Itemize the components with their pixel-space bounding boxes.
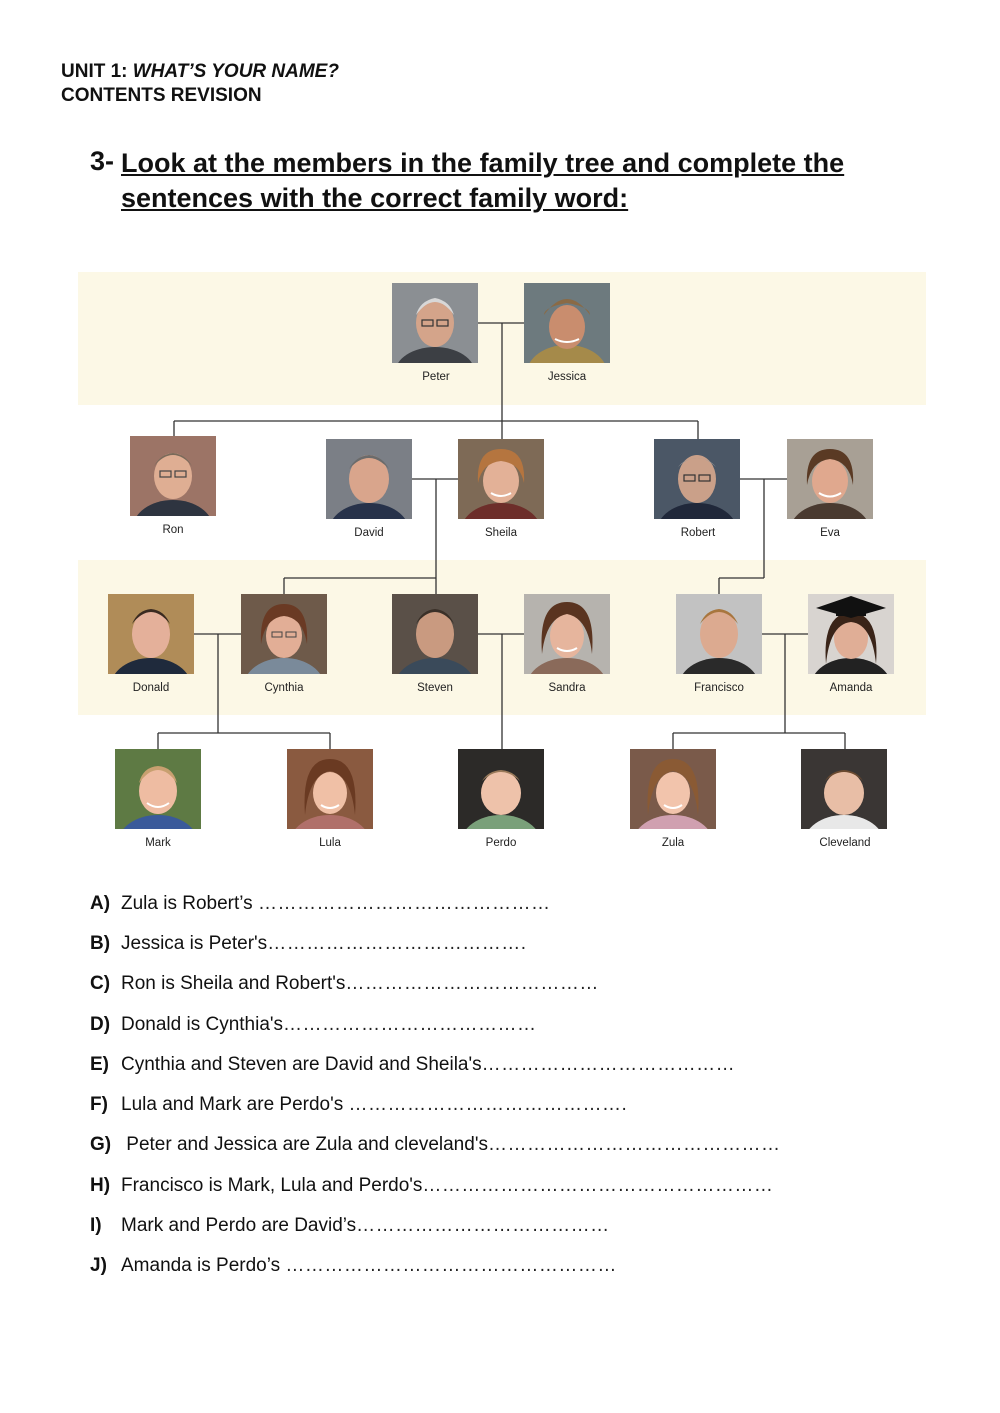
david-photo <box>326 439 412 519</box>
lula-photo <box>287 749 373 829</box>
sentence-text: Zula is Robert’s <box>121 893 258 914</box>
lula-name: Lula <box>319 837 341 849</box>
mark-name: Mark <box>145 837 171 849</box>
cynthia-photo <box>241 594 327 674</box>
sheila-name: Sheila <box>485 527 517 539</box>
sentence-d <box>90 1014 537 1036</box>
answer-blank[interactable]: ……………………………………. <box>348 1094 628 1115</box>
question-text: Look at the members in the family tree and complete the sentences with the correct family word: <box>121 148 845 213</box>
sentence-text: Jessica is Peter's <box>121 933 268 954</box>
peter-photo <box>392 283 478 363</box>
francisco-name: Francisco <box>694 682 744 694</box>
cynthia-name: Cynthia <box>264 682 304 694</box>
david-name: David <box>354 527 384 539</box>
answer-blank[interactable]: …………………………………. <box>267 933 527 954</box>
jessica-name: Jessica <box>547 371 587 383</box>
amanda-name: Amanda <box>829 682 873 694</box>
peter-name: Peter <box>422 371 450 383</box>
unit-prefix: UNIT 1: <box>61 61 133 82</box>
mark-photo <box>115 749 201 829</box>
answer-blank[interactable]: ……………………………………… <box>487 1134 781 1155</box>
answer-blank[interactable]: …………………………………………… <box>285 1255 617 1276</box>
answer-blank[interactable]: ……………………………………… <box>257 893 551 914</box>
robert-name: Robert <box>680 527 716 539</box>
sentence-text: Amanda is Perdo’s <box>121 1255 286 1276</box>
sentence-a <box>90 893 550 915</box>
zula-name: Zula <box>661 837 685 849</box>
unit-name: WHAT’S YOUR NAME? <box>132 61 339 82</box>
question-number: 3- <box>90 146 115 176</box>
sentence-h <box>90 1175 773 1197</box>
sentence-j <box>90 1255 617 1277</box>
sandra-photo <box>524 594 610 674</box>
steven-name: Steven <box>417 682 453 694</box>
answer-blank[interactable]: ……………………………………………… <box>422 1175 774 1196</box>
answer-blank[interactable]: ………………………………… <box>356 1215 610 1236</box>
sentence-letter: I) <box>90 1215 102 1236</box>
donald-name: Donald <box>132 682 170 694</box>
francisco-photo <box>676 594 762 674</box>
sentence-text: Francisco is Mark, Lula and Perdo's <box>121 1175 423 1196</box>
sentence-letter: A) <box>90 893 111 914</box>
perdo-name: Perdo <box>485 837 517 849</box>
ron-photo <box>130 436 216 516</box>
sentence-letter: G) <box>90 1134 112 1155</box>
eva-name: Eva <box>820 527 840 539</box>
sentence-text: Ron is Sheila and Robert's <box>121 973 346 994</box>
sentence-letter: C) <box>90 973 111 994</box>
robert-photo <box>654 439 740 519</box>
donald-photo <box>108 594 194 674</box>
sentence-letter: H) <box>90 1175 111 1196</box>
sentence-f <box>90 1094 627 1116</box>
sentence-text: Cynthia and Steven are David and Sheila's <box>121 1054 482 1075</box>
sentence-letter: E) <box>90 1054 109 1075</box>
subtitle: CONTENTS REVISION <box>61 85 262 106</box>
sentence-g <box>90 1134 780 1156</box>
steven-photo <box>392 594 478 674</box>
sentence-letter: B) <box>90 933 111 954</box>
sentence-b <box>90 933 526 955</box>
jessica-photo <box>524 283 610 363</box>
sheila-photo <box>458 439 544 519</box>
sentence-letter: D) <box>90 1014 111 1035</box>
sentence-text: Peter and Jessica are Zula and cleveland's <box>121 1134 488 1155</box>
sentence-i <box>90 1215 610 1237</box>
answer-blank[interactable]: ………………………………… <box>283 1014 537 1035</box>
sentence-text: Mark and Perdo are David’s <box>121 1215 357 1236</box>
eva-photo <box>787 439 873 519</box>
zula-photo <box>630 749 716 829</box>
cleveland-photo <box>801 749 887 829</box>
sentence-letter: J) <box>90 1255 107 1276</box>
perdo-photo <box>458 749 544 829</box>
ron-name: Ron <box>162 524 184 536</box>
cleveland-name: Cleveland <box>819 837 871 849</box>
amanda-photo <box>808 594 894 674</box>
sentence-letter: F) <box>90 1094 108 1115</box>
answer-blank[interactable]: ………………………………… <box>345 973 599 994</box>
answer-blank[interactable]: ………………………………… <box>481 1054 736 1075</box>
sandra-name: Sandra <box>548 682 586 694</box>
sentence-text: Donald is Cynthia's <box>121 1014 284 1035</box>
sentence-e <box>90 1054 735 1076</box>
sentence-text: Lula and Mark are Perdo's <box>121 1094 349 1115</box>
sentence-c <box>90 973 599 995</box>
